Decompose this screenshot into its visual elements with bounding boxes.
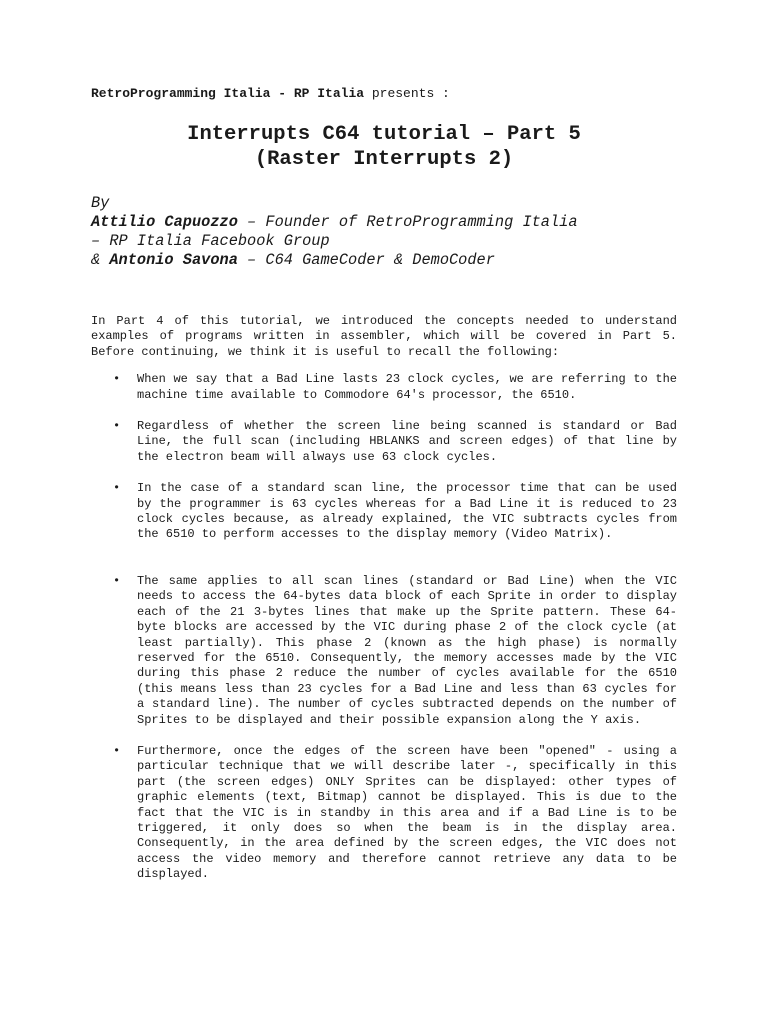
list-item-text: In the case of a standard scan line, the processor time that can be used by the programmer is 63 cycles whereas for a Bad Line it is reduced to 23 clock cycles because, as already explained, the VIC subtracts cycles from the 6510 to perform accesses to the display memory (Video Matrix). <box>137 481 677 542</box>
bullet-icon: • <box>113 573 121 588</box>
list-item-text: Regardless of whether the screen line being scanned is standard or Bad Line, the full scan (including HBLANKS and screen edges) of that line by the electron beam will always use 63 clock cycles. <box>137 419 677 464</box>
byline <box>91 194 677 270</box>
author-2-name: Antonio Savona <box>109 251 238 269</box>
byline-ampersand: & <box>91 251 110 269</box>
author-1-role: – Founder of RetroProgramming Italia <box>237 213 578 231</box>
title-line-1: Interrupts C64 tutorial – Part 5 <box>187 123 581 146</box>
list-item <box>91 744 677 883</box>
list-item <box>91 481 677 543</box>
list-item <box>91 574 677 728</box>
document-title <box>91 122 677 172</box>
list-item <box>91 372 677 403</box>
intro-text: In Part 4 of this tutorial, we introduced the concepts needed to understand examples of programs written in assembler, which will be covered in Part 5. Before continuing, we think it is useful to recall the following: <box>91 314 677 359</box>
bullet-icon: • <box>113 743 121 758</box>
byline-author-2 <box>91 251 677 270</box>
intro-paragraph <box>91 314 677 360</box>
bullet-icon: • <box>113 372 121 387</box>
bullet-icon: • <box>113 481 121 496</box>
presenter-brand: RetroProgramming Italia - RP Italia <box>91 86 365 101</box>
bullet-icon: • <box>113 419 121 434</box>
list-item-text: The same applies to all scan lines (standard or Bad Line) when the VIC needs to access the 64-bytes data block of each Sprite in order to display each of the 21 3-bytes lines that make up the Sprite pattern. These 64-byte blocks are accessed by the VIC during phase 2 of the clock cycle (at least partially). This phase 2 (known as the high phase) is normally reserved for the 6510. Consequently, the memory accesses made by the VIC during this phase 2 reduce the number of cycles available for the 6510 (this means less than 23 cycles for a Bad Line and less than 63 cycles for a standard line). The number of cycles subtracted depends on the number of Sprites to be displayed and their possible expansion along the Y axis. <box>137 573 677 727</box>
list-item-text: When we say that a Bad Line lasts 23 clock cycles, we are referring to the machine time available to Commodore 64's processor, the 6510. <box>137 372 677 402</box>
byline-by: By <box>91 194 110 212</box>
author-1-name: Attilio Capuozzo <box>91 213 238 231</box>
author-1-role-continued: – RP Italia Facebook Group <box>91 232 330 250</box>
bullet-list <box>91 372 677 882</box>
presenter-line <box>91 86 677 102</box>
list-item <box>91 419 677 465</box>
byline-author-1 <box>91 213 677 232</box>
presenter-suffix: presents : <box>364 86 450 101</box>
author-2-role: – C64 GameCoder & DemoCoder <box>237 251 495 269</box>
list-item-text: Furthermore, once the edges of the screen have been "opened" - using a particular technique that we will describe later -, specifically in this part (the screen edges) ONLY Sprites can be displayed: other types of graphic elements (text, Bitmap) cannot be displayed. This is due to the fact that the VIC is in standby in this area and if a Bad Line is to be triggered, it only does so when the beam is in the display area. Consequently, in the area defined by the screen edges, the VIC does not access the video memory and therefore cannot retrieve any data to be displayed. <box>137 743 677 882</box>
title-line-2: (Raster Interrupts 2) <box>254 148 514 171</box>
